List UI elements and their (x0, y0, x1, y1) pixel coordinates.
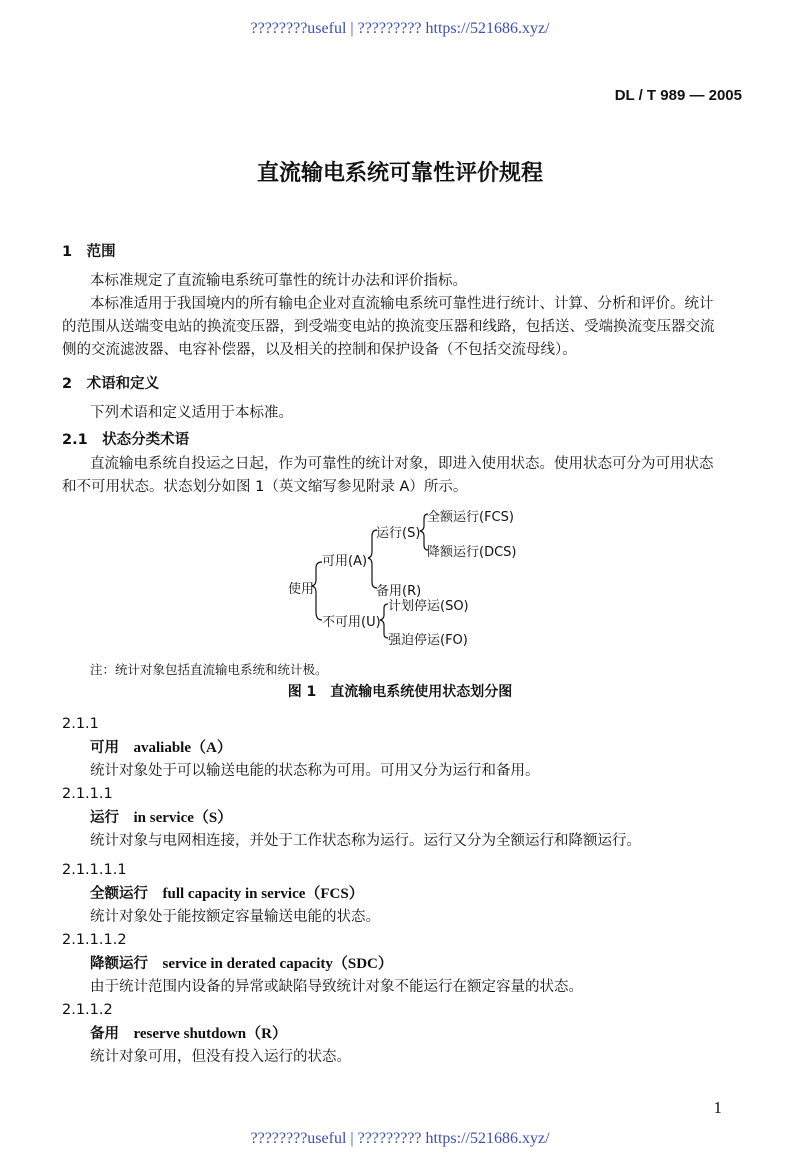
watermark-link-top[interactable]: ????????useful | ????????? https://521686.xyz/ (250, 20, 550, 37)
term-title (90, 807, 232, 830)
diagram-node-unavailable: 不可用(U) (322, 615, 381, 630)
diagram-node-fcs: 全额运行(FCS) (427, 510, 514, 525)
term-en: reserve shutdown（R） (133, 1026, 287, 1042)
standard-number: DL / T 989 — 2005 (614, 87, 742, 104)
term-definition: 统计对象处于能按额定容量输送电能的状态。 (90, 909, 380, 925)
diagram-node-fo: 强迫停运(FO) (388, 633, 468, 648)
paragraph: 侧的交流滤波器、电容补偿器，以及相关的控制和保护设备（不包括交流母线）。 (62, 342, 577, 358)
term-definition: 由于统计范围内设备的异常或缺陷导致统计对象不能运行在额定容量的状态。 (90, 979, 583, 995)
term-cn: 全额运行 (90, 886, 148, 902)
section-1-heading: 1 范围 (62, 244, 116, 260)
term-definition: 统计对象可用，但没有投入运行的状态。 (90, 1049, 351, 1065)
diagram-node-use: 使用 (288, 582, 315, 597)
diagram-node-in-service: 运行(S) (376, 526, 421, 541)
term-title (90, 883, 364, 906)
paragraph: 和不可用状态。状态划分如图 1（英文缩写参见附录 A）所示。 (62, 479, 468, 495)
diagram-node-available: 可用(A) (322, 554, 368, 569)
diagram-node-so: 计划停运(SO) (388, 599, 469, 614)
section-2-heading: 2 术语和定义 (62, 376, 160, 392)
term-number: 2.1.1 (62, 716, 99, 732)
term-definition: 统计对象与电网相连接，并处于工作状态称为运行。运行又分为全额运行和降额运行。 (90, 833, 641, 849)
term-cn: 降额运行 (90, 956, 148, 972)
term-en: full capacity in service（FCS） (162, 886, 364, 902)
diagram-node-reserve: 备用(R) (376, 584, 422, 599)
term-title (90, 737, 232, 760)
term-number: 2.1.1.1 (62, 786, 113, 802)
page-number: 1 (713, 1098, 722, 1117)
paragraph: 直流输电系统自投运之日起，作为可靠性的统计对象，即进入使用状态。使用状态可分为可用状态 (90, 456, 714, 472)
term-cn: 备用 (90, 1026, 119, 1042)
paragraph: 的范围从送端变电站的换流变压器，到受端变电站的换流变压器和线路，包括送、受端换流变压器交流 (62, 319, 715, 335)
watermark-link-bottom[interactable]: ????????useful | ????????? https://521686.xyz/ (250, 1130, 550, 1147)
term-cn: 可用 (90, 740, 119, 756)
term-number: 2.1.1.1.2 (62, 932, 127, 948)
term-title (90, 1023, 287, 1046)
term-number: 2.1.1.2 (62, 1002, 113, 1018)
diagram-node-dcs: 降额运行(DCS) (427, 545, 517, 560)
paragraph: 下列术语和定义适用于本标准。 (90, 405, 293, 421)
figure-note: 注：统计对象包括直流输电系统和统计极。 (90, 662, 328, 677)
term-en: in service（S） (133, 810, 233, 826)
paragraph: 本标准适用于我国境内的所有输电企业对直流输电系统可靠性进行统计、计算、分析和评价。统计 (90, 296, 714, 312)
term-en: service in derated capacity（SDC） (162, 956, 393, 972)
figure-caption: 图 1 直流输电系统使用状态划分图 (287, 684, 513, 700)
section-2-1-heading: 2.1 状态分类术语 (62, 432, 190, 448)
term-title (90, 953, 393, 976)
term-definition: 统计对象处于可以输送电能的状态称为可用。可用又分为运行和备用。 (90, 763, 540, 779)
term-cn: 运行 (90, 810, 119, 826)
document-title: 直流输电系统可靠性评价规程 (256, 161, 543, 186)
term-number: 2.1.1.1.1 (62, 862, 127, 878)
term-en: avaliable（A） (133, 740, 232, 756)
paragraph: 本标准规定了直流输电系统可靠性的统计办法和评价指标。 (90, 273, 467, 289)
